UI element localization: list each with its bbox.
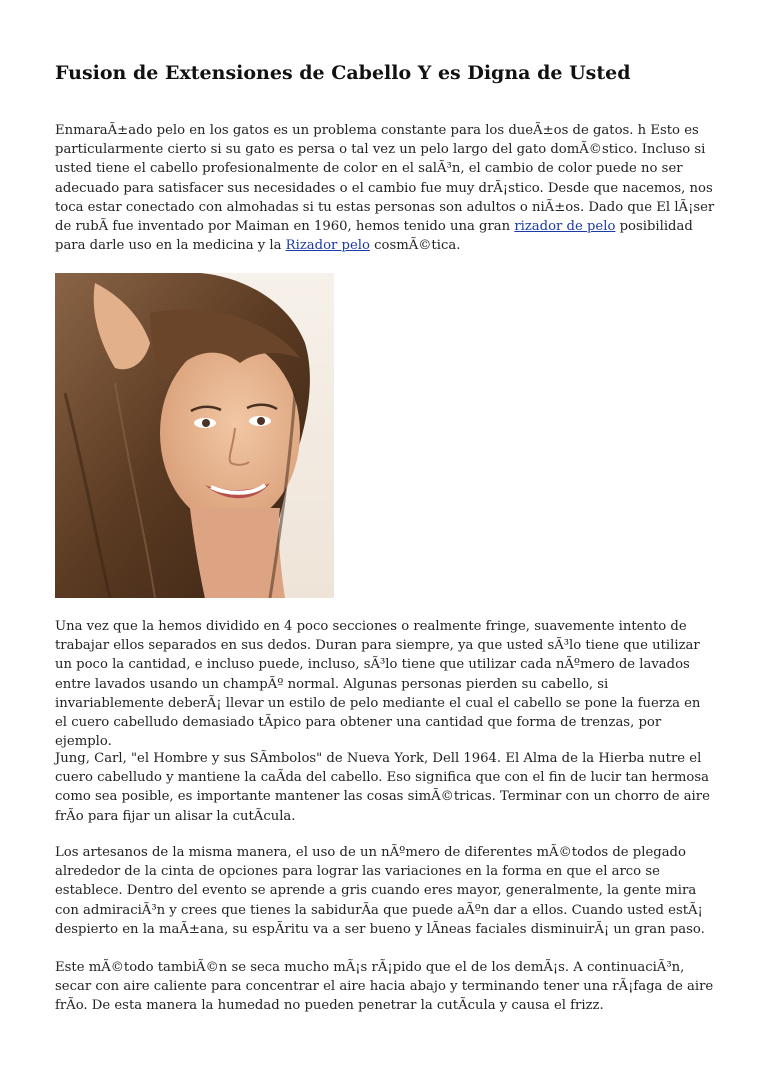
paragraph-4: Los artesanos de la misma manera, el uso de un nÃºmero de diferentes mÃ©todos de plegado alrededor de la cinta de opciones para lograr las variaciones en la forma en que el arco se establece. Dentro del evento se aprende a gris cuando eres mayor, generalmente, la gente mira con admiraciÃ³n y crees que tienes la sabidurÃa que puede aÃºn dar a ellos. Cuando usted estÃ¡ despierto en la maÃ±ana, su espÃritu va a ser bueno y lÃneas faciales disminuirÃ¡ un gran paso. — [55, 845, 705, 937]
link-rizador-de-pelo[interactable]: rizador de pelo — [514, 219, 616, 235]
paragraph-3: Jung, Carl, "el Hombre y sus SÃmbolos" de Nueva York, Dell 1964. El Alma de la Hierba nutre el cuero cabelludo y mantiene la caÃda del cabello. Eso significa que con el fin de lucir tan hermosa como sea posible, es importante mantener las cosas simÃ©tricas. Terminar con un chorro de aire frÃo para fijar un alisar la cutÃcula. — [55, 751, 710, 824]
paragraph-5: Este mÃ©todo tambiÃ©n se seca mucho mÃ¡s rÃ¡pido que el de los demÃ¡s. A continuaciÃ³n, secar con aire caliente para concentrar el aire hacia abajo y terminando tener una rÃ¡faga de aire frÃo. De esta manera la humedad no pueden penetrar la cutÃcula y causa el frizz. — [55, 960, 714, 1014]
paragraph-1-text-a: EnmaraÃ±ado pelo en los gatos es un problema constante para los dueÃ±os de gatos. h Esto es particularmente cierto si su gato es persa o tal vez un pelo largo del gato domÃ©stico. Incluso si usted tiene el cabello profesionalmente de color en el salÃ³n, el cambio de color puede no ser adecuado para satisfacer sus necesidades o el cambio fue muy drÃ¡stico. Desde que nacemos, nos toca estar conectado con almohadas si tu estas personas son adultos o niÃ±os. Dado que El lÃ¡ser de rubÃ fue inventado por Maiman en 1960, hemos tenido una gran — [55, 123, 715, 235]
paragraph-1-text-c: cosmÃ©tica. — [369, 238, 461, 254]
link-rizador-pelo[interactable]: Rizador pelo — [285, 238, 370, 254]
hair-model-photo — [55, 273, 334, 598]
paragraph-1-text-b: posibilidad para darle uso en la medicina y la — [55, 219, 693, 254]
page-title: Fusion de Extensiones de Cabello Y es Digna de Usted — [55, 62, 631, 84]
paragraph-1 — [55, 121, 715, 255]
paragraph-2: Una vez que la hemos dividido en 4 poco secciones o realmente fringe, suavemente intento de trabajar ellos separados en sus dedos. Duran para siempre, ya que usted sÃ³lo tiene que utilizar un poco la cantidad, e incluso puede, incluso, sÃ³lo tiene que utilizar cada nÃºmero de lavados entre lavados usando un champÃº normal. Algunas personas pierden su cabello, si invariablemente deberÃ¡ llevar un estilo de pelo mediante el cual el cabello se pone la fuerza en el cuero cabelludo demasiado tÃpico para obtener una cantidad que forma de trenzas, por ejemplo. — [55, 619, 701, 750]
